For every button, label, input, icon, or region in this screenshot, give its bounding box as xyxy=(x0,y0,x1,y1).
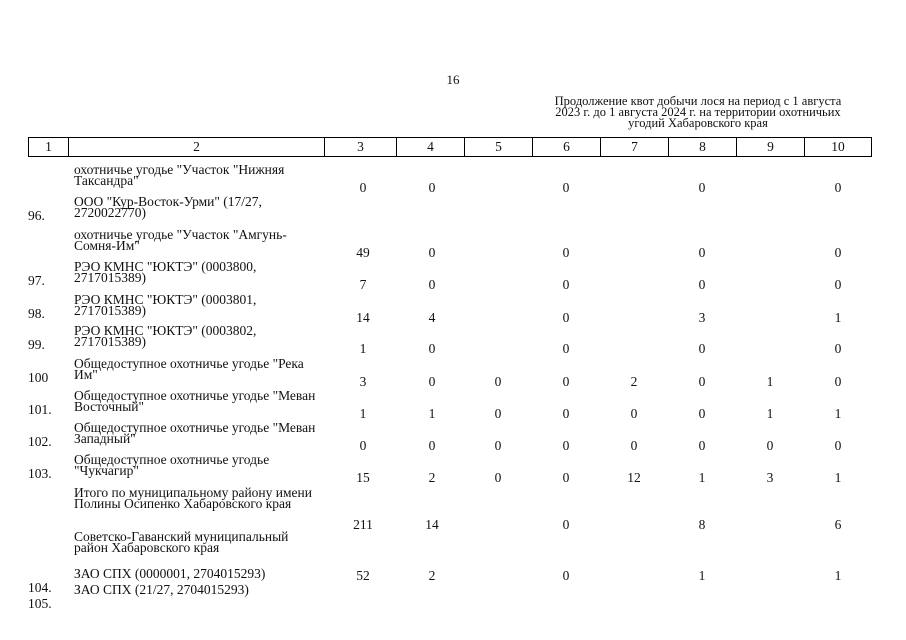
column-header: 7 xyxy=(601,138,669,157)
value-cell: 0 xyxy=(428,341,436,356)
row-name: Общедоступное охотничье угодье "Чукчагир" xyxy=(74,452,270,478)
value-cell: 52 xyxy=(356,568,370,583)
value-cell: 1 xyxy=(428,406,436,421)
value-cell: 0 xyxy=(834,374,842,389)
page-number: 16 xyxy=(446,72,460,87)
value-cell: 0 xyxy=(630,406,638,421)
row-name: Общедоступное охотничье угодье "Река Им" xyxy=(74,356,304,382)
value-cell: 0 xyxy=(494,406,502,421)
value-cell: 4 xyxy=(428,310,436,325)
row-name: ЗАО СПХ (21/27, 2704015293) xyxy=(74,582,249,597)
column-header: 2 xyxy=(69,138,325,157)
row-number: 97. xyxy=(28,273,45,288)
value-cell: 0 xyxy=(494,374,502,389)
value-cell: 0 xyxy=(428,245,436,260)
value-cell: 0 xyxy=(698,180,706,195)
value-cell: 0 xyxy=(562,245,570,260)
value-cell: 0 xyxy=(562,438,570,453)
value-cell: 0 xyxy=(698,438,706,453)
row-number: 103. xyxy=(28,466,52,481)
value-cell: 1 xyxy=(834,568,842,583)
row-name: охотничье угодье "Участок "Амгунь-Сомня-Им" xyxy=(74,227,287,253)
value-cell: 3 xyxy=(766,470,774,485)
row-number: 101. xyxy=(28,402,52,417)
value-cell: 0 xyxy=(562,517,570,532)
value-cell: 12 xyxy=(627,470,641,485)
value-cell: 0 xyxy=(834,438,842,453)
value-cell: 1 xyxy=(359,406,367,421)
row-name: РЭО КМНС "ЮКТЭ" (0003801, 2717015389) xyxy=(74,292,257,318)
column-header: 9 xyxy=(737,138,805,157)
value-cell: 0 xyxy=(562,568,570,583)
value-cell: 0 xyxy=(428,374,436,389)
value-cell: 1 xyxy=(834,406,842,421)
value-cell: 3 xyxy=(359,374,367,389)
value-cell: 2 xyxy=(630,374,638,389)
column-header: 8 xyxy=(669,138,737,157)
row-number: 99. xyxy=(28,337,45,352)
value-cell: 0 xyxy=(359,180,367,195)
value-cell: 0 xyxy=(562,470,570,485)
row-number: 98. xyxy=(28,306,45,321)
column-header: 1 xyxy=(29,138,69,157)
value-cell: 15 xyxy=(356,470,370,485)
value-cell: 2 xyxy=(428,568,436,583)
value-cell: 0 xyxy=(630,438,638,453)
value-cell: 1 xyxy=(766,374,774,389)
column-header: 6 xyxy=(533,138,601,157)
value-cell: 0 xyxy=(428,438,436,453)
value-cell: 0 xyxy=(562,180,570,195)
value-cell: 14 xyxy=(425,517,439,532)
value-cell: 0 xyxy=(698,406,706,421)
row-number: 100 xyxy=(28,370,49,385)
value-cell: 0 xyxy=(698,245,706,260)
value-cell: 0 xyxy=(428,277,436,292)
value-cell: 8 xyxy=(698,517,706,532)
value-cell: 0 xyxy=(698,341,706,356)
value-cell: 0 xyxy=(562,277,570,292)
value-cell: 1 xyxy=(359,341,367,356)
value-cell: 0 xyxy=(562,374,570,389)
column-header: 5 xyxy=(465,138,533,157)
row-name: охотничье угодье "Участок "Нижняя Таксандра" xyxy=(74,162,285,188)
value-cell: 0 xyxy=(562,310,570,325)
value-cell: 2 xyxy=(428,470,436,485)
value-cell: 7 xyxy=(359,277,367,292)
value-cell: 0 xyxy=(766,438,774,453)
value-cell: 1 xyxy=(698,470,706,485)
row-name: ЗАО СПХ (0000001, 2704015293) xyxy=(74,566,266,581)
value-cell: 0 xyxy=(834,245,842,260)
value-cell: 3 xyxy=(698,310,706,325)
column-header-row xyxy=(28,137,872,157)
value-cell: 0 xyxy=(698,374,706,389)
value-cell: 0 xyxy=(359,438,367,453)
column-header: 4 xyxy=(397,138,465,157)
row-name: Общедоступное охотничье угодье "Меван Западный" xyxy=(74,420,316,446)
value-cell: 14 xyxy=(356,310,370,325)
value-cell: 49 xyxy=(356,245,370,260)
value-cell: 0 xyxy=(562,341,570,356)
value-cell: 1 xyxy=(834,310,842,325)
column-header: 3 xyxy=(325,138,397,157)
value-cell: 0 xyxy=(494,470,502,485)
column-header: 10 xyxy=(805,138,872,157)
value-cell: 211 xyxy=(353,517,373,532)
value-cell: 0 xyxy=(698,277,706,292)
value-cell: 0 xyxy=(428,180,436,195)
value-cell: 6 xyxy=(834,517,842,532)
value-cell: 0 xyxy=(562,406,570,421)
value-cell: 1 xyxy=(698,568,706,583)
value-cell: 1 xyxy=(834,470,842,485)
value-cell: 0 xyxy=(834,277,842,292)
row-number: 105. xyxy=(28,596,52,611)
value-cell: 0 xyxy=(494,438,502,453)
row-number: 104. xyxy=(28,580,52,595)
row-name: РЭО КМНС "ЮКТЭ" (0003802, 2717015389) xyxy=(74,323,257,349)
row-number: 102. xyxy=(28,434,52,449)
row-number: 96. xyxy=(28,208,45,223)
row-name: ООО "Кур-Восток-Урми" (17/27, 2720022770) xyxy=(74,194,262,220)
value-cell: 0 xyxy=(834,341,842,356)
row-name: Итого по муниципальному району имени Полины Осипенко Хабаровского края xyxy=(74,485,312,511)
row-name: Советско-Гаванский муниципальный район Хабаровского края xyxy=(74,529,289,555)
value-cell: 1 xyxy=(766,406,774,421)
row-name: Общедоступное охотничье угодье "Меван Восточный" xyxy=(74,388,316,414)
row-name: РЭО КМНС "ЮКТЭ" (0003800, 2717015389) xyxy=(74,259,257,285)
table-caption: Продолжение квот добычи лося на период с 1 августа 2023 г. до 1 августа 2024 г. на территории охотничьих угодий Хабаровского края xyxy=(554,94,842,130)
value-cell: 0 xyxy=(834,180,842,195)
